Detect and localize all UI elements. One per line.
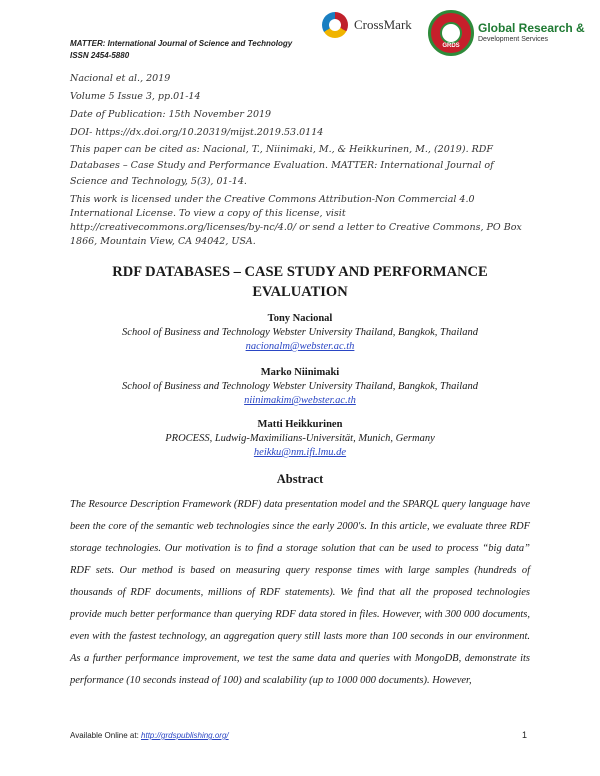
paper-title: RDF DATABASES – CASE STUDY AND PERFORMANCE EVALUATION [112,264,488,300]
article-metadata [70,70,530,249]
publication-date: Date of Publication: 15th November 2019 [70,109,272,120]
volume-info: Volume 5 Issue 3, pp.01-14 [70,91,201,102]
crossmark-icon [322,12,348,38]
author-affiliation: PROCESS, Ludwig-Maximilians-Universität, Munich, Germany [165,433,435,444]
crossmark-label: CrossMark [354,17,412,32]
grds-abbr: GRDS [442,43,460,49]
author-affiliation: School of Business and Technology Webster University Thailand, Bangkok, Thailand [122,381,478,392]
footer [70,731,229,740]
author-block [70,312,530,354]
authors-short: Nacional et al., 2019 [70,73,171,84]
author-name: Tony Nacional [267,313,333,324]
abstract-text: The Resource Description Framework (RDF) data presentation model and the SPARQL query language have been the core of the semantic web technologies since the early 2000's. In this article, we evaluate three RDF storage technologies. Our motivation is to find a storage solution that can be used to process “big data” RDF sets. Our method is based on measuring query response times with large samples (hundreds of thousands of RDF documents, millions of RDF statements). We find that all the proposed technologies provide much better performance than querying RDF data stored in files. However, with 300 000 documents, even with the fastest technology, an aggregation query still lasts more than 100 seconds in our environment. As a further performance improvement, we test the same data and queries with MongoDB, demonstrate its performance (10 seconds instead of 100) and scalability (up to 1000 000 documents). However, [70,499,530,686]
author-email-link[interactable]: nacionalm@webster.ac.th [245,341,355,352]
author-block [70,418,530,460]
journal-name: MATTER: International Journal of Science and Technology [70,39,293,48]
author-email-link[interactable]: heikku@nm.ifi.lmu.de [253,447,347,458]
crossmark-badge[interactable] [322,12,412,38]
abstract-heading: Abstract [276,472,324,486]
footer-label: Available Online at: [70,731,142,740]
author-email-link[interactable]: niinimakim@webster.ac.th [244,395,356,406]
author-name: Matti Heikkurinen [257,419,343,430]
author-name: Marko Niinimaki [260,367,340,378]
citation-text: This paper can be cited as: Nacional, T., Niinimaki, M., & Heikkurinen, M., (2019). RDF Databases – Case Study and Performance Evaluation. MATTER: International Journal of Science and Technology, 5(3), 01-14. [70,144,494,187]
journal-issn: ISSN 2454-5880 [70,51,130,60]
grds-title: Global Research & [478,21,585,35]
author-block [70,366,530,408]
license-text: This work is licensed under the Creative Commons Attribution-Non Commercial 4.0 International License. To view a copy of this license, visit http://creativecommons.org/licenses/by-nc/4.0/ or send a letter to Creative Commons, PO Box 1866, Mountain View, CA 94042, USA. [70,194,522,247]
grds-subtitle: Development Services [478,36,549,43]
grds-logo-block [428,10,585,56]
grds-logo-icon [428,10,474,56]
footer-url-link[interactable]: http://grdspublishing.org/ [141,731,229,740]
doi-link[interactable]: DOI- https://dx.doi.org/10.20319/mijst.2019.53.0114 [70,127,324,138]
author-affiliation: School of Business and Technology Webster University Thailand, Bangkok, Thailand [122,327,478,338]
page-number: 1 [522,730,528,740]
journal-header [70,38,292,62]
